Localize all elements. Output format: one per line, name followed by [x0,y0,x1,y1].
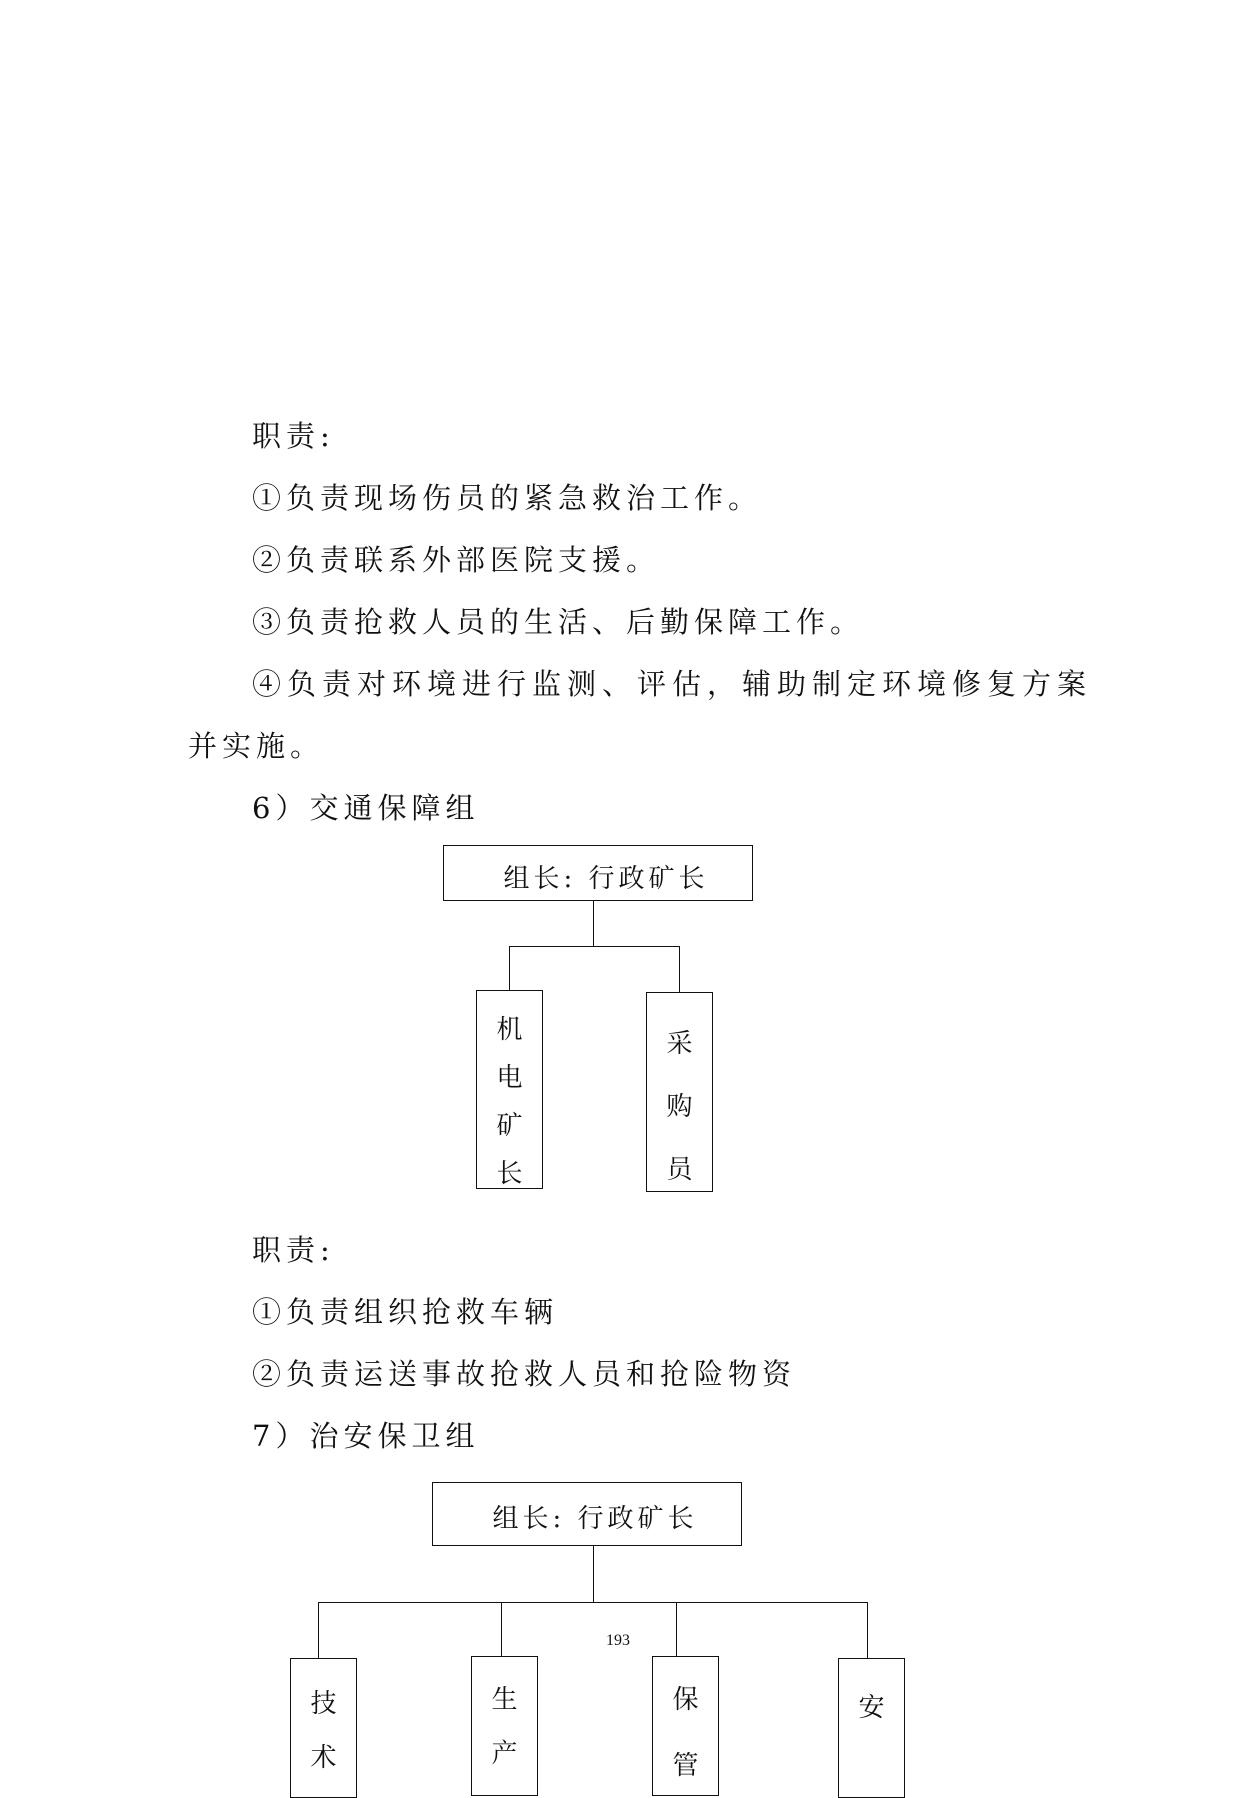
duties-label: 职责: [252,1233,335,1267]
member-char: 安 [858,1693,885,1723]
member-box [290,1658,357,1798]
page-number: 193 [606,1632,630,1649]
member-char: 矿 [496,1111,523,1141]
duty-item: ②负责运送事故抢救人员和抢险物资 [252,1357,797,1391]
member-char: 产 [491,1739,518,1769]
member-box [646,992,713,1192]
duties-label: 职责: [252,419,335,453]
member-char: 采 [666,1029,693,1059]
leader-box [443,845,753,901]
leader-box [432,1482,742,1546]
duty-item: ①负责组织抢救车辆 [252,1295,559,1329]
member-box [471,1656,538,1796]
member-char: 术 [310,1743,337,1773]
leader-label: 组长: 行政矿长 [492,1504,698,1534]
member-box [476,990,543,1189]
connector-line [509,946,679,947]
duty-item: ③负责抢救人员的生活、后勤保障工作。 [252,605,865,639]
duty-item-continuation: 并实施。 [188,729,325,763]
member-char: 管 [672,1751,699,1781]
section-heading: 7）治安保卫组 [252,1419,480,1453]
member-box [652,1656,719,1796]
connector-line [509,946,510,990]
member-char: 机 [496,1015,523,1045]
duty-item: ④负责对环境进行监测、评估，辅助制定环境修复方案 [252,667,1093,701]
member-char: 长 [496,1159,523,1189]
connector-line [318,1602,867,1603]
connector-line [593,901,594,946]
connector-line [867,1602,868,1658]
leader-label: 组长: 行政矿长 [503,864,709,894]
member-char: 技 [310,1689,337,1719]
section-heading: 6）交通保障组 [252,791,480,825]
member-char: 生 [491,1685,518,1715]
duty-item: ①负责现场伤员的紧急救治工作。 [252,481,763,515]
member-char: 保 [672,1685,699,1715]
connector-line [679,946,680,992]
member-char: 购 [666,1092,693,1122]
member-box [838,1658,905,1798]
member-char: 员 [666,1155,693,1185]
connector-line [501,1602,502,1656]
duty-item: ②负责联系外部医院支援。 [252,543,661,577]
member-char: 电 [496,1063,523,1093]
connector-line [593,1546,594,1602]
connector-line [676,1602,677,1656]
connector-line [318,1602,319,1658]
